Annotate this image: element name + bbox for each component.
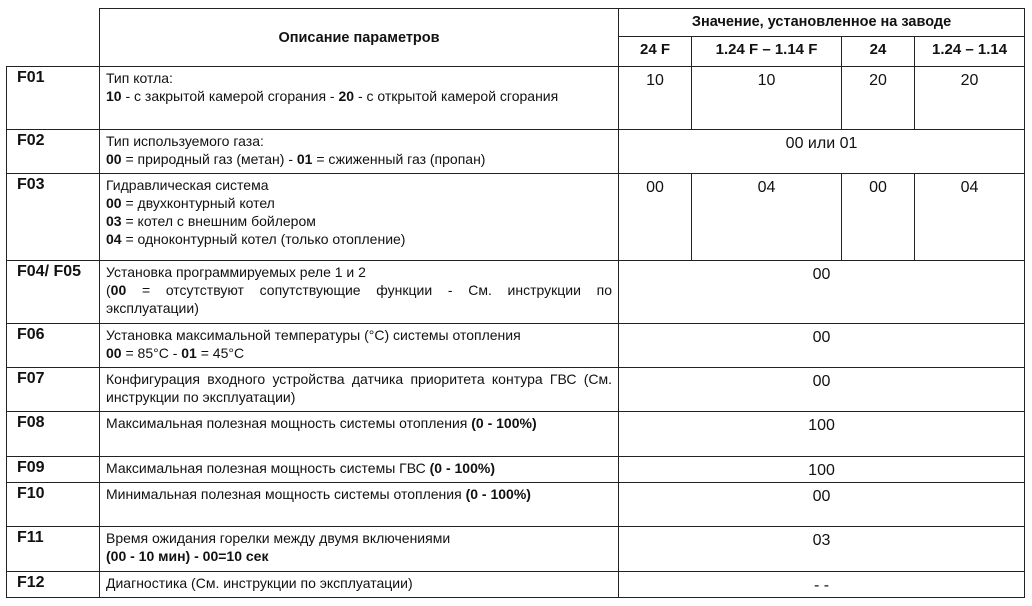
header-description: Описание параметров [100, 9, 619, 67]
parameters-table [6, 8, 1025, 598]
param-description [100, 323, 619, 367]
param-code: F01 [7, 67, 100, 130]
value-24: 00 [842, 174, 915, 261]
value-24: 20 [842, 67, 915, 130]
param-option-line: 10 - с закрытой камерой сгорания - 20 - с открытой камерой сгорания [106, 88, 559, 105]
param-description [100, 174, 619, 261]
param-option-line: 00 = двухконтурный котел [106, 195, 275, 212]
param-title: Гидравлическая система [106, 177, 269, 194]
param-description [100, 130, 619, 174]
param-option-line: 00 = 85°C - 01 = 45°C [106, 344, 245, 361]
table-row-f02 [7, 130, 1025, 174]
param-description [100, 527, 619, 571]
value-24f: 00 [619, 174, 692, 261]
param-description: Диагностика (См. инструкции по эксплуатации) [100, 571, 619, 597]
value-all-models: 00 [619, 323, 1025, 367]
param-code: F04/ F05 [7, 261, 100, 324]
param-title: Установка программируемых реле 1 и 2 [106, 264, 366, 281]
table-row-f11 [7, 527, 1025, 571]
param-code: F03 [7, 174, 100, 261]
value-1-24-1-14: 04 [915, 174, 1025, 261]
param-option-line: 04 = одноконтурный котел (только отопление) [106, 231, 406, 248]
table-row-f09 [7, 456, 1025, 482]
param-title: Тип котла: [106, 70, 173, 87]
param-description: Максимальная полезная мощность системы ГВС (0 - 100%) [100, 456, 619, 482]
param-option-line: (00 = отсутствуют сопутствующие функции - См. инструкции по эксплуатации) [106, 282, 612, 317]
param-title: Тип используемого газа: [106, 133, 264, 149]
table-row-f01 [7, 67, 1025, 130]
header-model-1-24-1-14: 1.24 – 1.14 [915, 37, 1025, 67]
param-description: Минимальная полезная мощность системы отопления (0 - 100%) [100, 482, 619, 526]
header-corner [7, 9, 100, 67]
param-code: F10 [7, 482, 100, 526]
value-1-24-1-14: 20 [915, 67, 1025, 130]
param-option-line: 00 = природный газ (метан) - 01 = сжиженный газ (пропан) [106, 151, 486, 167]
value-all-models: 100 [619, 412, 1025, 456]
table-row-f06 [7, 323, 1025, 367]
param-code: F12 [7, 571, 100, 597]
value-all-models: 00 или 01 [619, 130, 1025, 174]
table-row-f10 [7, 482, 1025, 526]
value-all-models: 00 [619, 261, 1025, 324]
value-all-models: 03 [619, 527, 1025, 571]
param-code: F02 [7, 130, 100, 174]
header-model-24: 24 [842, 37, 915, 67]
value-all-models: 100 [619, 456, 1025, 482]
value-1-24f-1-14f: 04 [692, 174, 842, 261]
table-row-f08 [7, 412, 1025, 456]
table-row-f03 [7, 174, 1025, 261]
param-title: Время ожидания горелки между двумя включениями [106, 530, 451, 547]
value-all-models: 00 [619, 482, 1025, 526]
table-row-f04-f05 [7, 261, 1025, 324]
header-model-24f: 24 F [619, 37, 692, 67]
param-option-line: 03 = котел с внешним бойлером [106, 213, 316, 230]
param-code: F07 [7, 368, 100, 412]
value-1-24f-1-14f: 10 [692, 67, 842, 130]
value-all-models: - - [619, 571, 1025, 597]
table-row-f12 [7, 571, 1025, 597]
param-description: Максимальная полезная мощность системы отопления (0 - 100%) [100, 412, 619, 456]
param-code: F06 [7, 323, 100, 367]
param-code: F11 [7, 527, 100, 571]
param-description [100, 261, 619, 324]
param-code: F08 [7, 412, 100, 456]
param-code: F09 [7, 456, 100, 482]
header-model-1-24f-1-14f: 1.24 F – 1.14 F [692, 37, 842, 67]
param-description: Конфигурация входного устройства датчика приоритета контура ГВС (См. инструкции по эксплуатации) [100, 368, 619, 412]
value-24f: 10 [619, 67, 692, 130]
param-option-line: (00 - 10 мин) - 00=10 сек [106, 548, 269, 565]
value-all-models: 00 [619, 368, 1025, 412]
header-row-1 [7, 9, 1025, 37]
table-row-f07 [7, 368, 1025, 412]
param-title: Установка максимальной температуры (°C) системы отопления [106, 326, 521, 343]
param-description [100, 67, 619, 130]
header-factory-value: Значение, установленное на заводе [619, 9, 1025, 37]
